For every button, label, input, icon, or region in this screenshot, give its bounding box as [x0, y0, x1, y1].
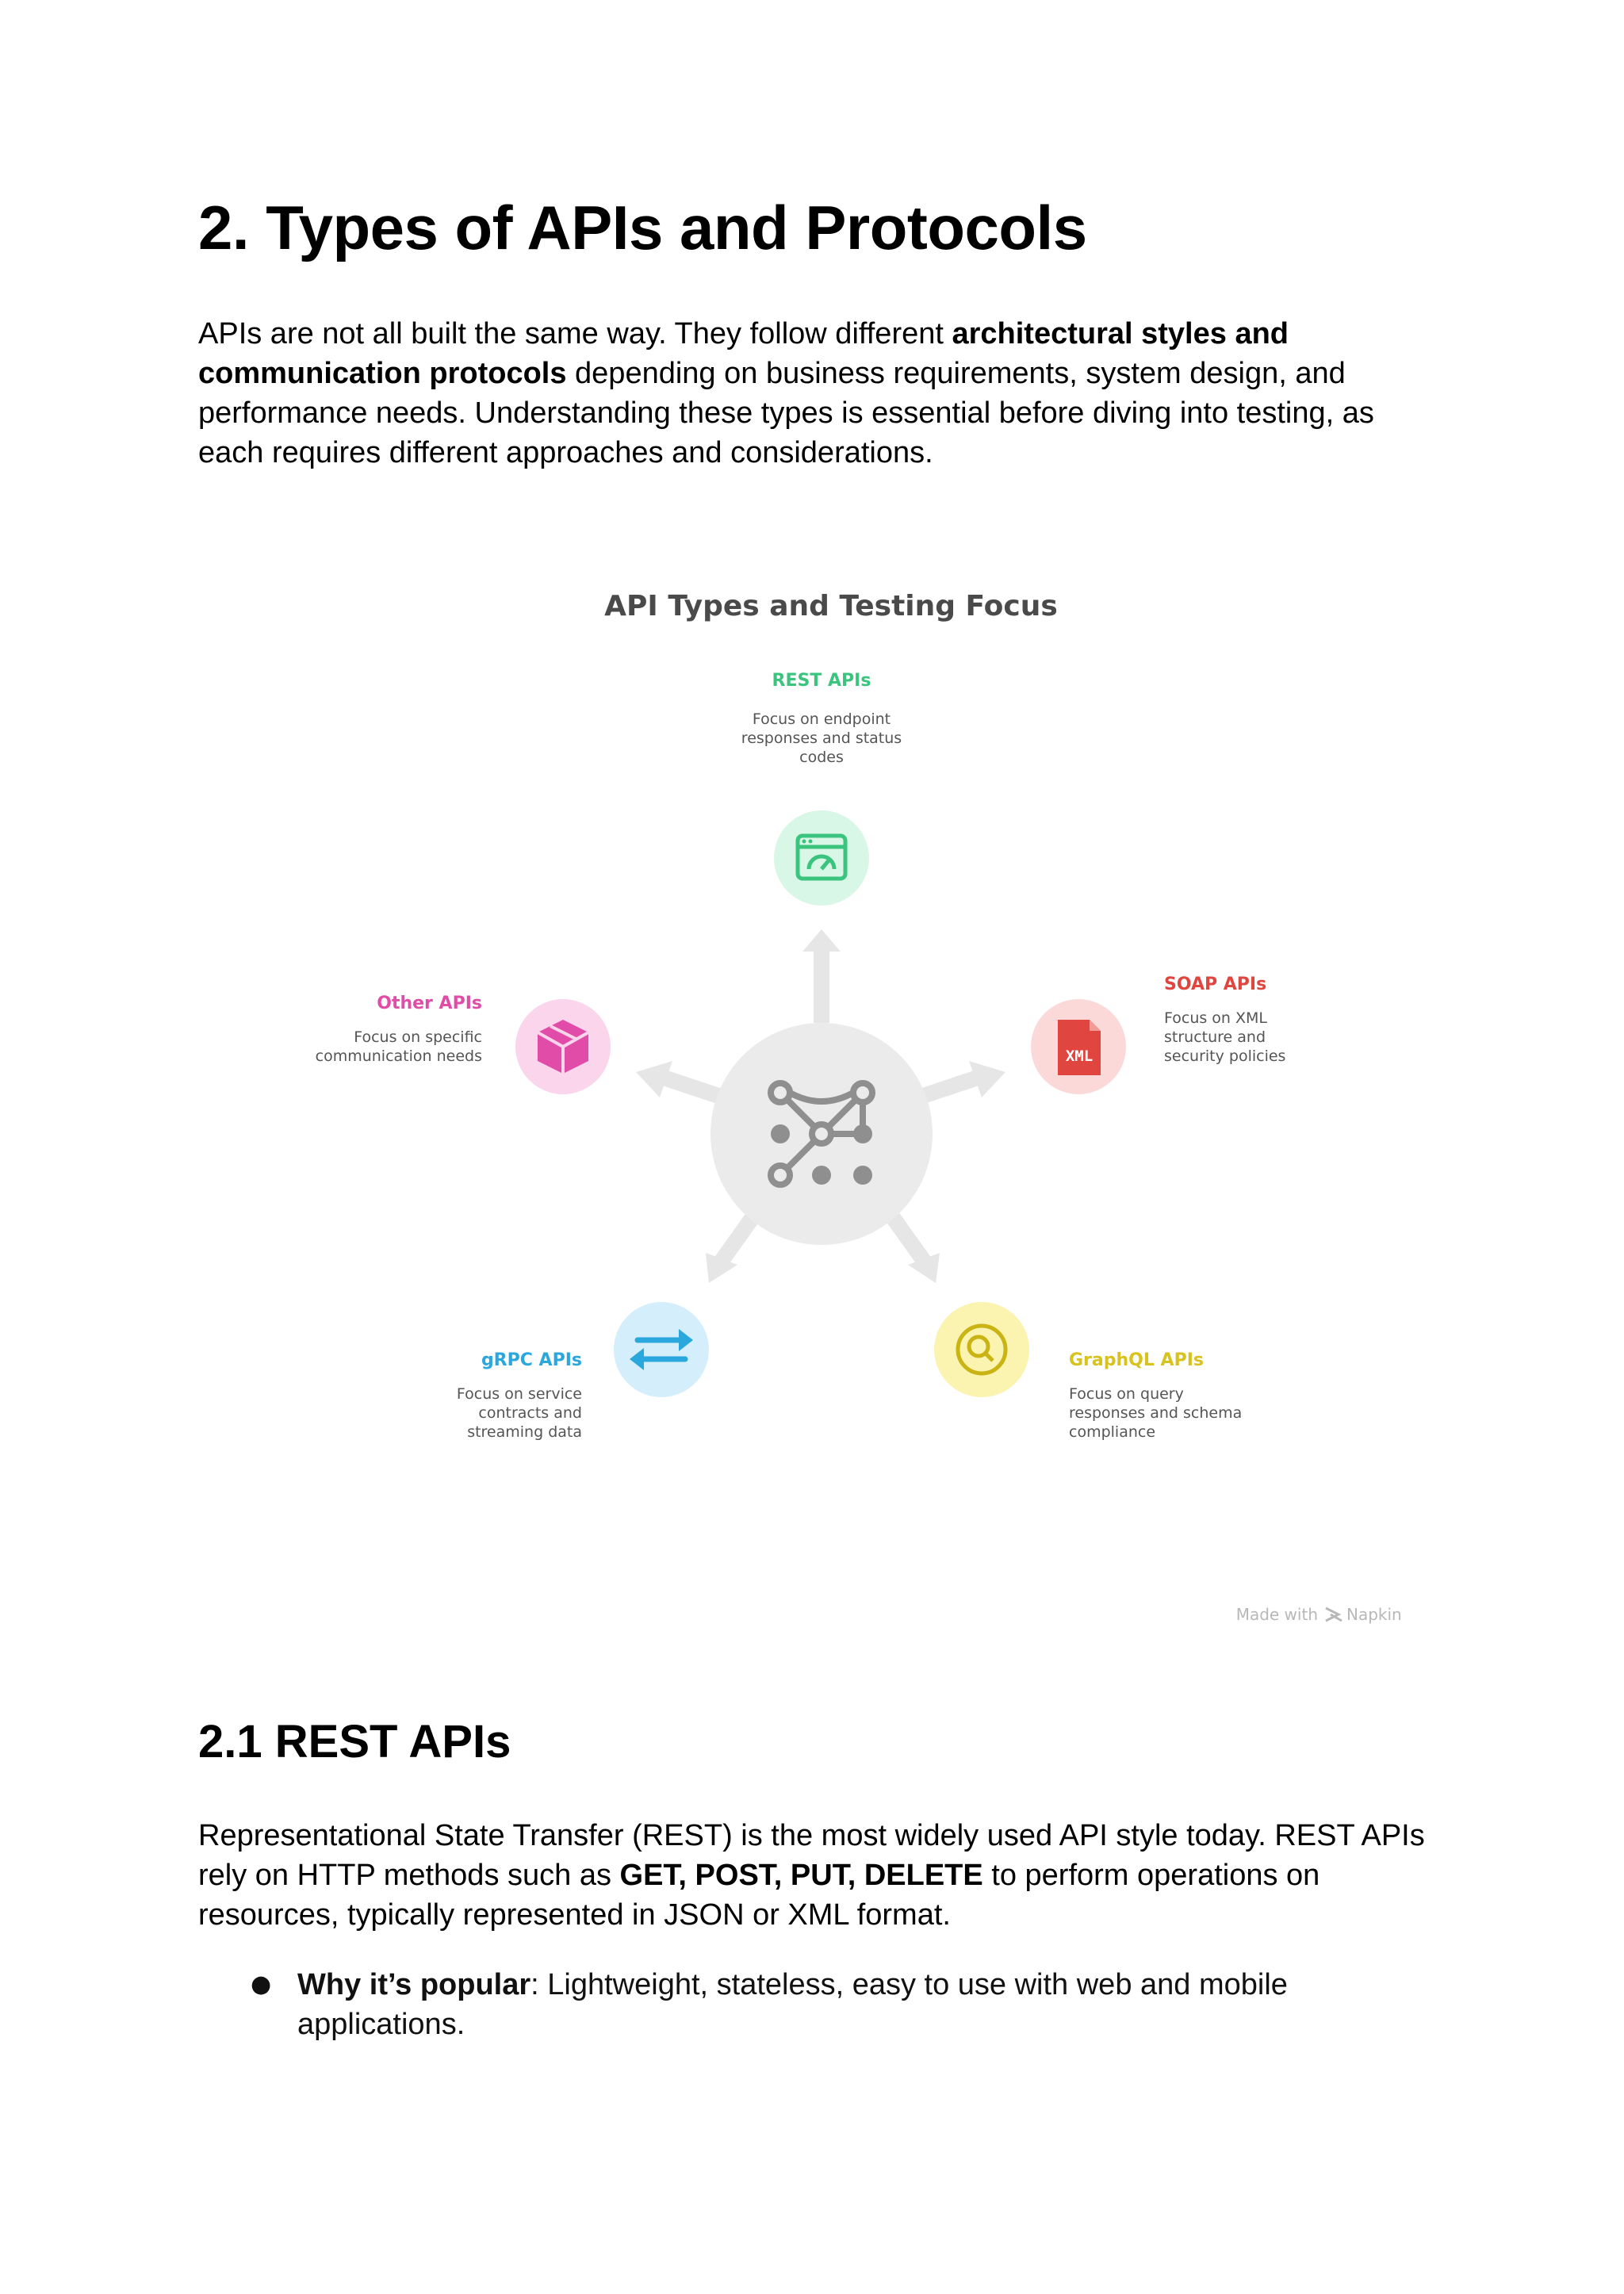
node-grpc-title: gRPC APIs [481, 1350, 582, 1370]
credit-prefix: Made with [1235, 1605, 1318, 1624]
spoke-rest-head [802, 929, 841, 952]
node-grpc [457, 1302, 709, 1441]
napkin-credit [1236, 1605, 1402, 1624]
intro-text-start: APIs are not all built the same way. They follow different [198, 317, 952, 350]
intro-text-end: depending on business requirements, system design, and performance needs. Understanding these types is essential before diving into testing, as each requires different approaches and considerations. [198, 357, 1374, 469]
window-dot [802, 840, 806, 844]
bullet-lead: Why it’s popular [297, 1968, 531, 2001]
bullet-text [297, 1965, 1447, 2044]
node-grpc-desc-1: Focus on service [456, 1385, 582, 1403]
node-soap-desc-1: Focus on XML [1164, 1009, 1268, 1027]
svg-text:XML: XML [1065, 1047, 1094, 1065]
node-graphql-desc-2: responses and schema [1069, 1404, 1243, 1422]
rest-paragraph [198, 1816, 1435, 1935]
node-soap-desc-2: structure and [1164, 1028, 1266, 1046]
credit-brand: Napkin [1346, 1605, 1402, 1624]
window-dot [809, 840, 813, 844]
node-soap-title: SOAP APIs [1164, 975, 1267, 994]
node-soap [1031, 975, 1285, 1094]
node-graphql-desc-3: compliance [1069, 1423, 1156, 1441]
http-methods: GET, POST, PUT, DELETE [619, 1859, 983, 1892]
hub [710, 1023, 933, 1245]
intro-paragraph [198, 314, 1435, 473]
hub-circle [710, 1023, 933, 1245]
node-grpc-desc-2: contracts and [478, 1404, 582, 1422]
node-graphql-title: GraphQL APIs [1069, 1350, 1204, 1370]
node-graphql-desc-1: Focus on query [1069, 1385, 1184, 1403]
rest-text-end: to perform operations on resources, typically represented in JSON or XML format. [198, 1859, 1320, 1932]
node-rest-desc-1: Focus on endpoint [752, 710, 891, 728]
section-heading: 2. Types of APIs and Protocols [198, 193, 1087, 262]
napkin-logo-icon [1326, 1608, 1342, 1621]
rest-text-start: Representational State Transfer (REST) is the most widely used API style today. REST APIs rely on HTTP methods such as [198, 1819, 1425, 1892]
node-other-title: Other APIs [377, 994, 482, 1013]
node-rest-title: REST APIs [772, 671, 871, 691]
node-grpc-circle [614, 1302, 709, 1397]
subsection-heading: 2.1 REST APIs [198, 1716, 511, 1767]
node-graphql-circle [934, 1302, 1029, 1397]
node-other-desc-2: communication needs [315, 1047, 482, 1065]
node-rest-desc-2: responses and status [741, 730, 902, 747]
diagram-title: API Types and Testing Focus [604, 590, 1058, 622]
api-types-diagram [238, 555, 1427, 1649]
node-grpc-desc-3: streaming data [467, 1423, 582, 1441]
node-soap-desc-3: security policies [1164, 1047, 1286, 1065]
xml-file-icon [1058, 1020, 1101, 1075]
bullet-marker: ● [251, 1970, 272, 1998]
node-graphql [934, 1302, 1242, 1441]
node-rest [741, 671, 902, 906]
intro-emphasis: architectural styles and communication protocols [198, 317, 1289, 390]
bullet-body: : Lightweight, stateless, easy to use with web and mobile applications. [297, 1968, 1288, 2041]
node-other-desc-1: Focus on specific [354, 1028, 482, 1046]
node-rest-desc-3: codes [799, 749, 844, 766]
node-other [316, 994, 611, 1094]
